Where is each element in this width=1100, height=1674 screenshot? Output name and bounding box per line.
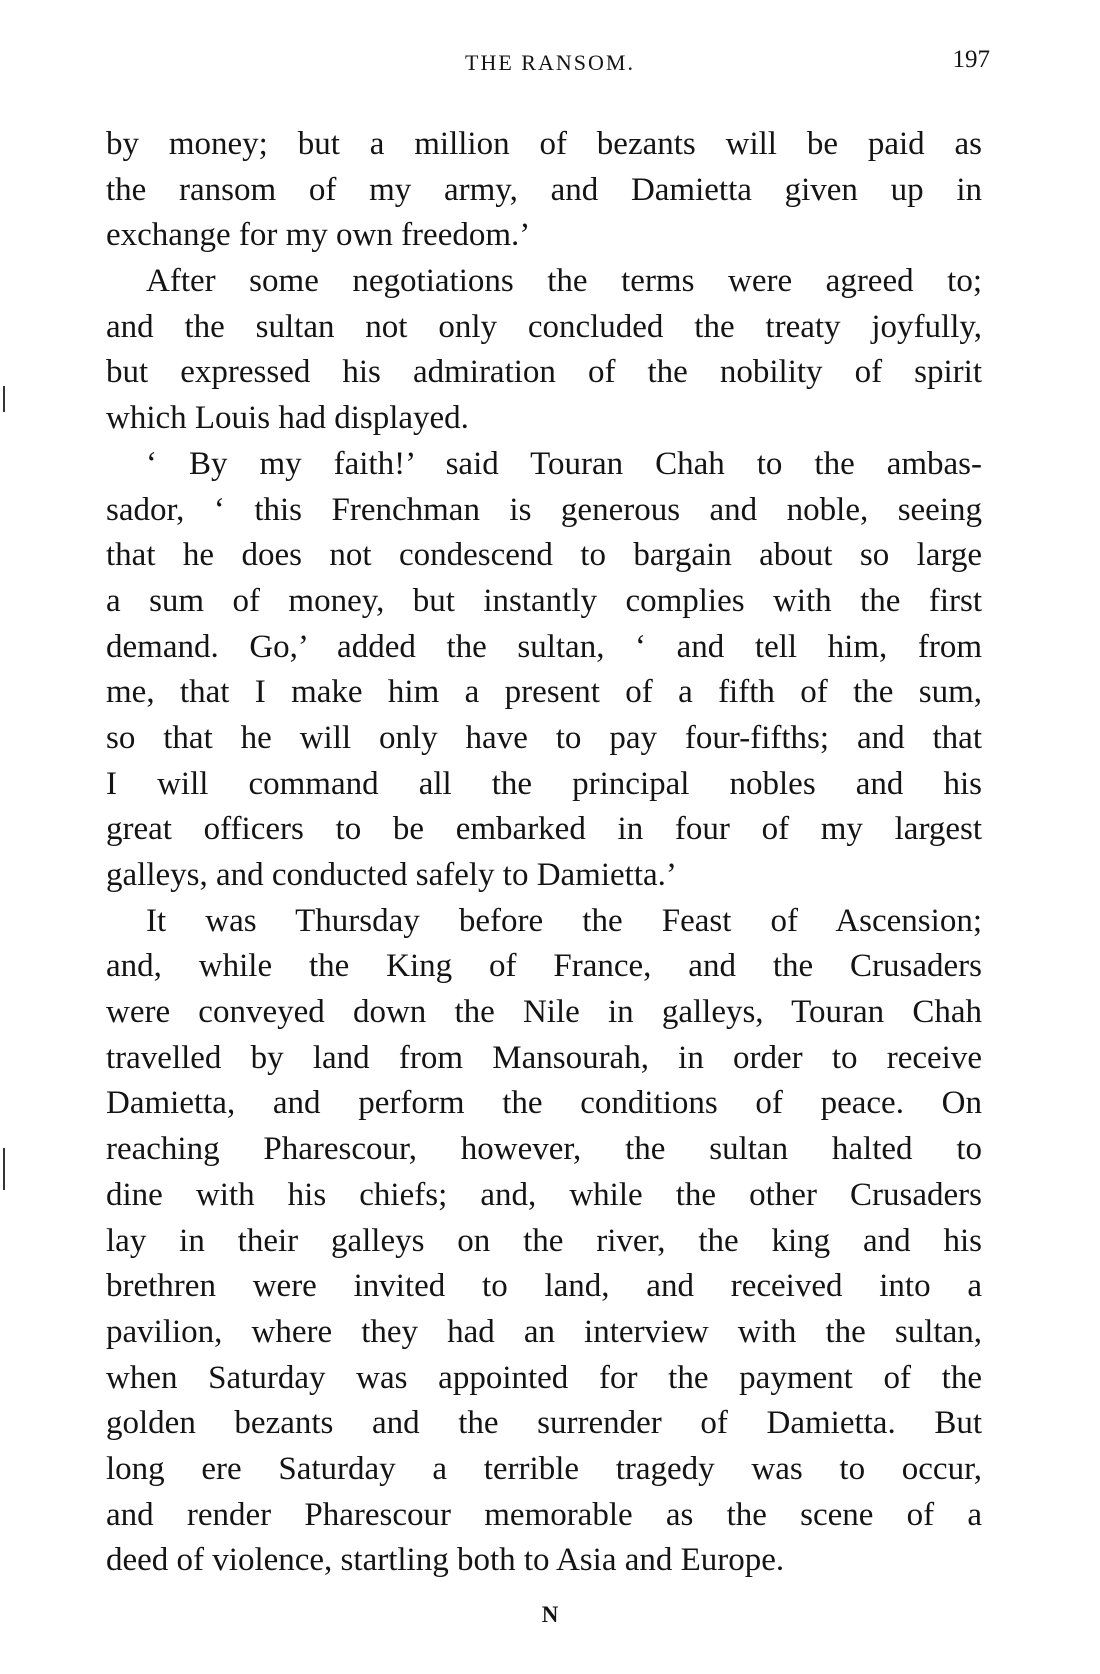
text-line: ‘ By my faith!’ said Touran Chah to the ambas-: [146, 445, 982, 482]
margin-mark: [3, 386, 5, 412]
text-line: which Louis had displayed.: [106, 400, 469, 437]
text-line: It was Thursday before the Feast of Ascension;: [146, 902, 982, 939]
text-line: that he does not condescend to bargain about so large: [106, 537, 982, 574]
paragraph: [106, 442, 982, 899]
signature-mark: N: [541, 1602, 559, 1627]
text-line: pavilion, where they had an interview with the sultan,: [106, 1313, 982, 1350]
text-line: when Saturday was appointed for the payment of the: [106, 1359, 982, 1396]
text-line: brethren were invited to land, and received into a: [106, 1268, 982, 1305]
page-number: 197: [952, 46, 990, 73]
text-line: sador, ‘ this Frenchman is generous and noble, seeing: [106, 491, 982, 528]
margin-mark: [3, 1148, 5, 1190]
text-line: great officers to be embarked in four of my largest: [106, 811, 982, 848]
text-line: and, while the King of France, and the Crusaders: [106, 948, 982, 985]
text-line: me, that I make him a present of a fifth of the sum,: [106, 674, 982, 711]
text-line: by money; but a million of bezants will be paid as: [106, 126, 982, 162]
body-text: [106, 122, 982, 1584]
text-line: so that he will only have to pay four-fifths; and that: [106, 719, 982, 756]
paragraph: [106, 899, 982, 1584]
text-line: exchange for my own freedom.’: [106, 217, 531, 254]
paragraph: [106, 122, 982, 259]
text-line: golden bezants and the surrender of Damietta. But: [106, 1405, 982, 1442]
text-line: demand. Go,’ added the sultan, ‘ and tell him, from: [106, 628, 982, 665]
text-line: the ransom of my army, and Damietta given up in: [106, 171, 982, 208]
text-line: deed of violence, startling both to Asia and Europe.: [106, 1542, 785, 1579]
running-title: THE RANSOM.: [465, 50, 635, 75]
text-line: and the sultan not only concluded the treaty joyfully,: [106, 308, 982, 345]
text-line: but expressed his admiration of the nobility of spirit: [106, 354, 982, 391]
text-line: were conveyed down the Nile in galleys, Touran Chah: [106, 994, 982, 1031]
text-line: and render Pharescour memorable as the scene of a: [106, 1496, 982, 1533]
text-line: Damietta, and perform the conditions of peace. On: [106, 1085, 982, 1122]
text-line: I will command all the principal nobles and his: [106, 765, 982, 802]
text-line: reaching Pharescour, however, the sultan halted to: [106, 1131, 982, 1168]
text-line: dine with his chiefs; and, while the other Crusaders: [106, 1176, 982, 1213]
text-line: galleys, and conducted safely to Damietta.’: [106, 857, 677, 893]
text-line: After some negotiations the terms were agreed to;: [146, 263, 982, 300]
paragraph: [106, 259, 982, 442]
text-line: long ere Saturday a terrible tragedy was to occur,: [106, 1450, 982, 1487]
text-line: a sum of money, but instantly complies with the first: [106, 582, 982, 619]
text-line: lay in their galleys on the river, the king and his: [106, 1222, 982, 1259]
text-line: travelled by land from Mansourah, in order to receive: [106, 1039, 982, 1076]
